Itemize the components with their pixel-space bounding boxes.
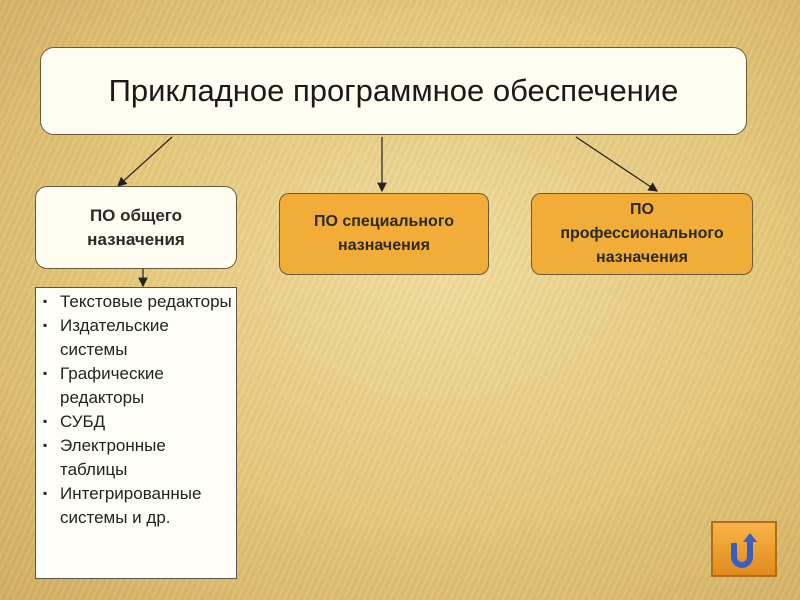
professional-line-1: ПО <box>630 201 654 218</box>
list-item: ▪ СУБД <box>42 410 232 434</box>
professional-line-3: назначения <box>596 249 688 266</box>
return-arrow-icon <box>724 529 764 569</box>
arrow-to-professional <box>576 137 657 191</box>
list-item: ▪ Интегрированные системы и др. <box>42 482 232 530</box>
special-line-2: назначения <box>338 237 430 254</box>
general-line-1: ПО общего <box>89 205 183 225</box>
general-purpose-box <box>35 186 237 269</box>
special-purpose-box <box>279 193 489 275</box>
list-item: ▪ Текстовые редакторы <box>42 290 232 314</box>
arrow-to-general <box>118 137 172 186</box>
diagram-title: Прикладное программное обеспечение <box>108 73 679 108</box>
general-line-2: назначения <box>87 229 185 249</box>
special-line-1: ПО специального <box>313 213 455 230</box>
professional-purpose-box <box>531 193 753 275</box>
title-box <box>40 47 747 135</box>
professional-line-2: профессионального <box>560 225 724 242</box>
list-item: ▪ Электронные таблицы <box>42 434 232 482</box>
list-item: ▪ Графические редакторы <box>42 362 232 410</box>
general-software-list <box>35 287 237 579</box>
list-item: ▪ Издательские системы <box>42 314 232 362</box>
return-button[interactable] <box>711 521 777 577</box>
